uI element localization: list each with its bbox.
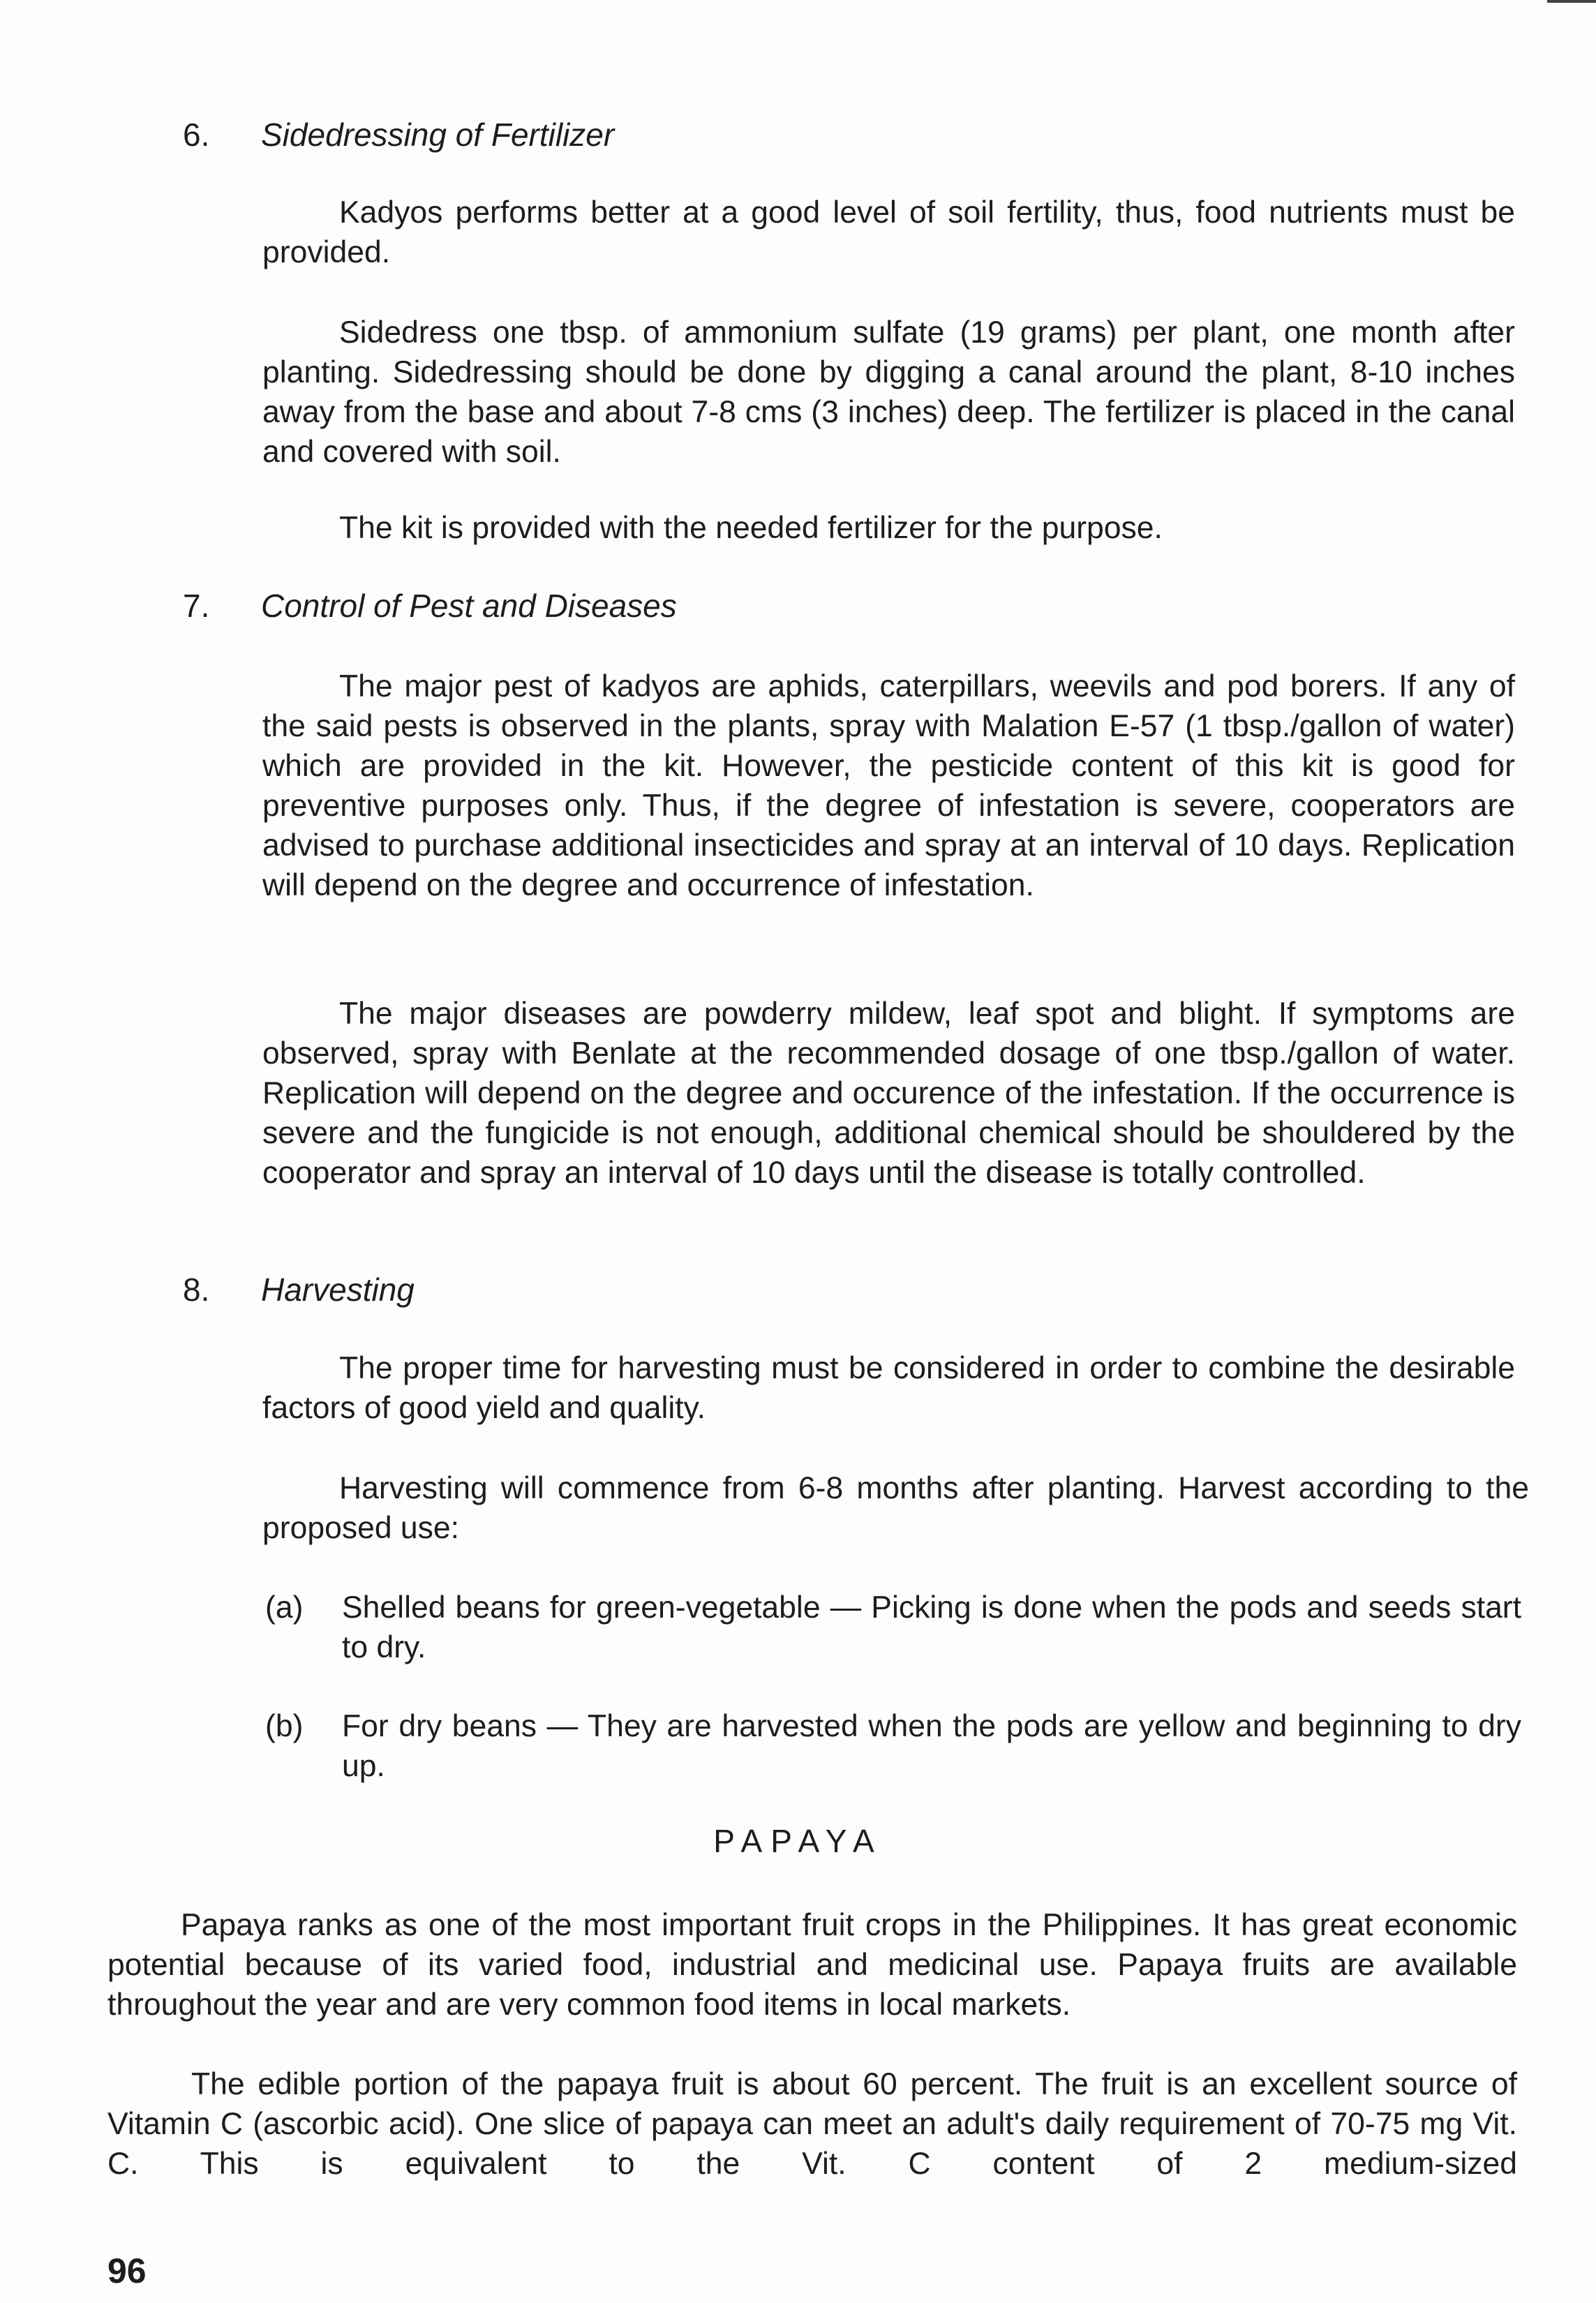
- harvest-option-b: [265, 1706, 1521, 1790]
- section-8-paragraph-1: The proper time for harvesting must be considered in order to combine the desirable factors of good yield and quality.: [262, 1351, 1515, 1425]
- section-7-title: Control of Pest and Diseases: [261, 588, 677, 624]
- section-6-paragraph-1: Kadyos performs better at a good level of soil fertility, thus, food nutrients must be provided.: [262, 195, 1515, 269]
- section-7-paragraph-1: The major pest of kadyos are aphids, caterpillars, weevils and pod borers. If any of the said pests is observed in the plants, spray with Malation E-57 (1 tbsp./gallon of water) which are provided in the kit. However, the pesticide content of this kit is good for preventive purposes only. Thus, if the degree of infestation is severe, cooperators are advised to purchase additional insecticides and spray at an interval of 10 days. Replication will depend on the degree and occurrence of infestation.: [262, 669, 1515, 902]
- section-7-number: 7.: [183, 588, 210, 624]
- harvest-option-a-text: Shelled beans for green-vegetable — Picking is done when the pods and seeds start to dry.: [342, 1590, 1521, 1664]
- harvest-option-a: [265, 1588, 1521, 1671]
- section-8-title: Harvesting: [261, 1272, 415, 1308]
- papaya-paragraph-1: Papaya ranks as one of the most important fruit crops in the Philippines. It has great economic potential because of its varied food, industrial and medicinal use. Papaya fruits are available throughout the year and are very common food items in local markets.: [107, 1908, 1517, 2022]
- harvest-option-a-label: (a): [265, 1590, 304, 1625]
- section-6-paragraph-3: The kit is provided with the needed fertilizer for the purpose.: [339, 511, 1163, 545]
- section-7-paragraph-2: The major diseases are powderry mildew, leaf spot and blight. If symptoms are observed, spray with Benlate at the recommended dosage of one tbsp./gallon of water. Replication will depend on the degree and occurence of the infestation. If the occurrence is severe and the fungicide is not enough, additional chemical should be shouldered by the cooperator and spray an interval of 10 days until the disease is totally controlled.: [262, 997, 1515, 1190]
- section-6-number: 6.: [183, 117, 210, 153]
- section-8-paragraph-2: Harvesting will commence from 6-8 months after planting. Harvest according to the proposed use:: [262, 1471, 1529, 1545]
- papaya-section-title: PAPAYA: [713, 1823, 883, 1859]
- harvest-option-b-label: (b): [265, 1709, 304, 1743]
- section-8-number: 8.: [183, 1272, 210, 1308]
- scan-edge-mark: [1547, 0, 1596, 3]
- section-6-paragraph-2: Sidedress one tbsp. of ammonium sulfate (19 grams) per plant, one month after planting. Sidedressing should be done by digging a canal around the plant, 8-10 inches away from the base and about 7-8 cms (3 inches) deep. The fertilizer is placed in the canal and covered with soil.: [262, 315, 1515, 469]
- papaya-paragraph-2: The edible portion of the papaya fruit is about 60 percent. The fruit is an excellent source of Vitamin C (ascorbic acid). One slice of papaya can meet an adult's daily requirement of 70-75 mg Vit. C. This is equivalent to the Vit. C content of 2 medium-sized: [107, 2067, 1517, 2181]
- section-6-title: Sidedressing of Fertilizer: [261, 117, 615, 153]
- harvest-option-b-text: For dry beans — They are harvested when the pods are yellow and beginning to dry up.: [342, 1709, 1521, 1783]
- page-number: 96: [107, 2251, 147, 2290]
